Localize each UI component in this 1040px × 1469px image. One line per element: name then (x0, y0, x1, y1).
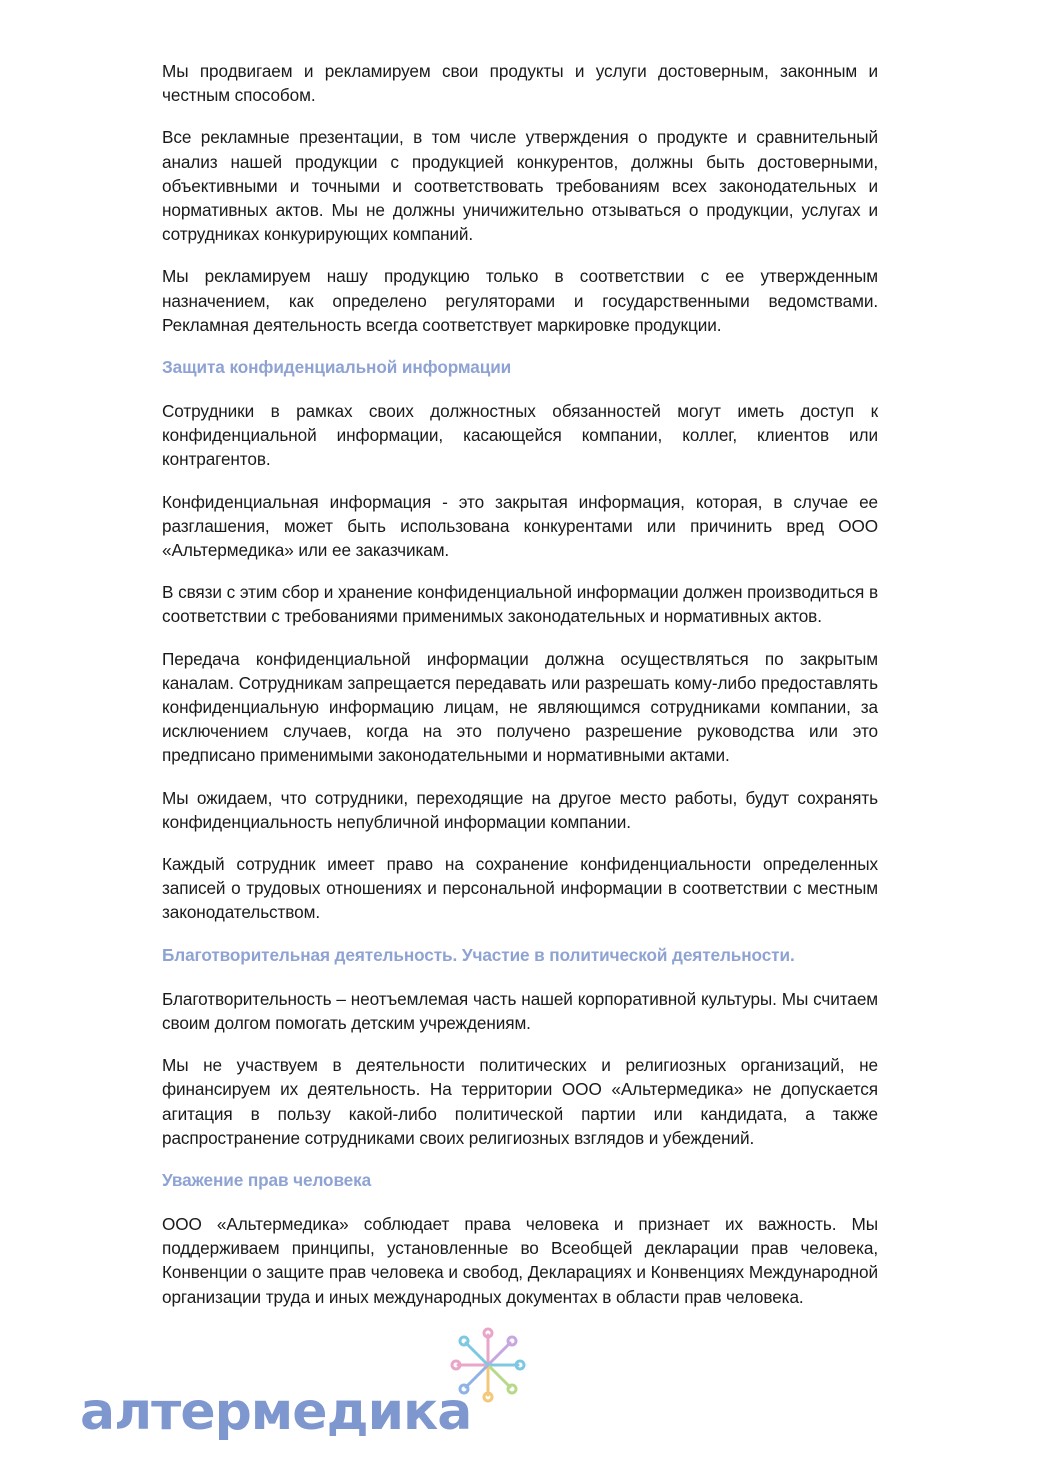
paragraph-advertising-honesty: Мы продвигаем и рекламируем свои продукты и услуги достоверным, законным и честным способом. (162, 61, 878, 106)
paragraph-confidential-definition: Конфиденциальная информация - это закрытая информация, которая, в случае ее разглашения, может быть использована конкурентами или причинить вред ООО «Альтермедика» или ее заказчикам. (162, 491, 878, 561)
paragraph-politics-religion: Мы не участвуем в деятельности политических и религиозных организаций, не финансируем их деятельность. На территории ООО «Альтермедика» не допускается агитация в пользу какой-либо политической партии или кандидата, а также распространение сотрудниками своих религиозных взглядов и убеждений. (162, 1055, 878, 1148)
paragraph-collection-storage: В связи с этим сбор и хранение конфиденциальной информации должен производиться в соответствии с требованиями применимых законодательных и нормативных актов. (162, 582, 878, 627)
company-logo (80, 1325, 530, 1455)
paragraph-human-rights: ООО «Альтермедика» соблюдает права человека и признает их важность. Мы поддерживаем принципы, установленные во Всеобщей декларации прав человека, Конвенции о защите прав человека и свобод, Декларациях и Конвенциях Международной организации труда и иных международных документах в области прав человека. (162, 1213, 878, 1307)
paragraph-transfer-rules: Передача конфиденциальной информации должна осуществляться по закрытым каналам. Сотрудникам запрещается передавать или разрешать кому-либо предоставлять конфиденциальную информацию лицам, не являющимся сотрудниками компании, за исключением случаев, когда на это получено разрешение руководства или это предписано применимыми законодательными и нормативными актами. (162, 648, 878, 766)
paragraph-product-promotion: Мы рекламируем нашу продукцию только в соответствии с ее утвержденным назначением, как определено регуляторами и государственными ведомствами. Рекламная деятельность всегда соответствует маркировке продукции. (162, 266, 878, 335)
paragraph-personal-records: Каждый сотрудник имеет право на сохранение конфиденциальности определенных записей о трудовых отношениях и персональной информации в соответствии с местным законодательством. (162, 854, 878, 923)
paragraph-employee-access: Сотрудники в рамках своих должностных обязанностей могут иметь доступ к конфиденциальной информации, касающейся компании, коллег, клиентов или контрагентов. (162, 401, 878, 470)
logo-burst-icon (448, 1325, 528, 1405)
section-heading-confidential-info: Защита конфиденциальной информации (162, 357, 512, 378)
paragraph-departing-employees: Мы ожидаем, что сотрудники, переходящие на другое место работы, будут сохранять конфиденциальность непубличной информации компании. (162, 787, 878, 832)
document-body (162, 59, 878, 1327)
section-heading-charity-politics: Благотворительная деятельность. Участие в политической деятельности. (162, 944, 795, 965)
paragraph-advertising-presentations: Все рекламные презентации, в том числе утверждения о продукте и сравнительный анализ нашей продукции с продукцией конкурентов, должны быть достоверными, объективными и точными и соответствовать требованиям всех законодательных и нормативных актов. Мы не должны уничижительно отзываться о продукции, услугах и сотрудниках конкурирующих компаний. (162, 127, 878, 245)
section-heading-human-rights: Уважение прав человека (162, 1169, 372, 1190)
logo-wordmark: алтермедика (80, 1382, 472, 1442)
paragraph-charity: Благотворительность – неотъемлемая часть нашей корпоративной культуры. Мы считаем своим долгом помогать детским учреждениям. (162, 988, 878, 1033)
